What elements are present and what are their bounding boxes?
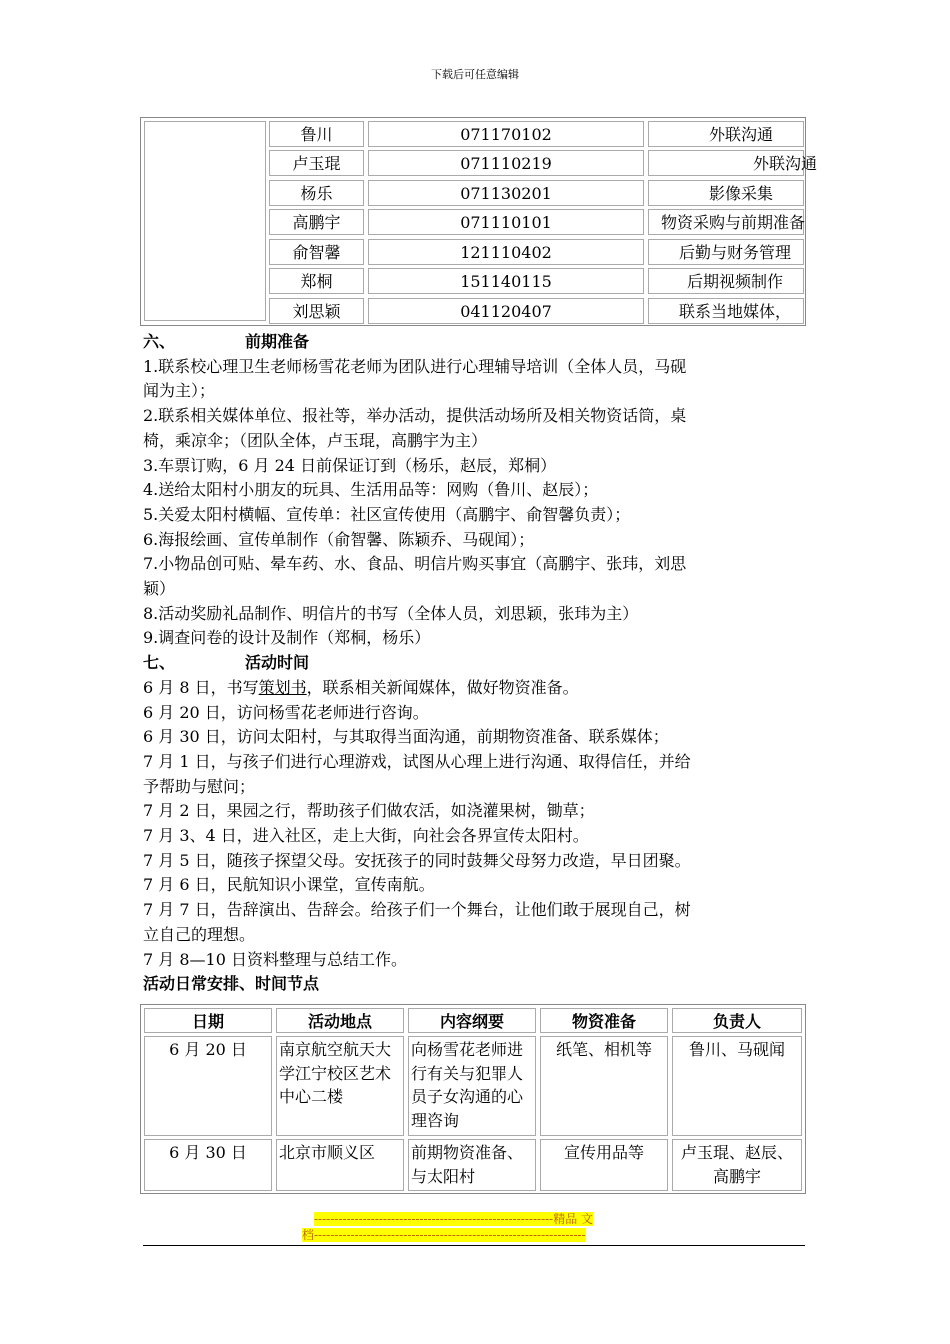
schedule-person: 鲁川、马砚闻	[672, 1036, 802, 1136]
footer-watermark	[302, 1211, 648, 1243]
list-item: 7.小物品创可贴、晕车药、水、食品、明信片购买事宜（高鹏宇、张玮，刘思	[143, 554, 687, 574]
list-item: 7 月 1 日，与孩子们进行心理游戏，试图从心理上进行沟通、取得信任，并给	[143, 751, 691, 771]
member-id: 121110402	[368, 239, 644, 265]
member-role: 后勤与财务管理	[679, 243, 792, 262]
member-role: 影像采集	[709, 184, 774, 203]
list-item: 椅，乘凉伞；（团队全体，卢玉琨，高鹏宇为主）	[143, 430, 488, 450]
list-item: 8.活动奖励礼品制作、明信片的书写（全体人员，刘思颖，张玮为主）	[143, 603, 639, 623]
member-role-cell	[648, 150, 818, 176]
list-item: 7 月 2 日，果园之行，帮助孩子们做农活，如浇灌果树，锄草；	[143, 801, 595, 821]
member-id: 151140115	[368, 268, 644, 294]
member-name: 鲁川	[269, 121, 364, 147]
schedule-place: 南京航空航天大学江宁校区艺术中心二楼	[276, 1036, 404, 1136]
schedule-materials: 宣传用品等	[540, 1139, 668, 1191]
list-item: 7 月 3、4 日，进入社区，走上大街，向社会各界宣传太阳村。	[143, 826, 589, 846]
section-number: 七、	[143, 653, 176, 673]
schedule-content: 前期物资准备、与太阳村	[408, 1139, 536, 1191]
member-role: 外联沟通	[709, 125, 774, 144]
member-table-merged-cell	[144, 121, 266, 321]
schedule-person: 卢玉琨、赵辰、高鹏宇	[672, 1139, 802, 1191]
list-item: 1.联系校心理卫生老师杨雪花老师为团队进行心理辅导培训（全体人员，马砚	[143, 356, 687, 376]
footer-line: 档-------------------------------------------------------------------	[302, 1228, 586, 1242]
schedule-title: 活动日常安排、时间节点	[143, 974, 320, 994]
list-item: 颖）	[143, 579, 176, 599]
member-role: 外联沟通	[753, 154, 818, 173]
member-name: 高鹏宇	[269, 209, 364, 235]
schedule-place: 北京市顺义区	[276, 1139, 404, 1191]
section-heading	[143, 651, 803, 676]
member-id: 071130201	[368, 180, 644, 206]
table-row	[269, 121, 804, 149]
table-row	[269, 298, 804, 326]
member-role-cell	[648, 180, 804, 206]
column-header: 内容纲要	[408, 1008, 536, 1033]
list-item: 闻为主）；	[143, 381, 216, 401]
member-id: 071110101	[368, 209, 644, 235]
list-item: 6.海报绘画、宣传单制作（俞智馨、陈颖乔、马砚闻）；	[143, 529, 535, 549]
list-item: 6 月 20 日，访问杨雪花老师进行咨询。	[143, 702, 429, 722]
member-name: 杨乐	[269, 180, 364, 206]
section-title: 前期准备	[245, 332, 310, 351]
member-role-cell	[648, 239, 804, 265]
list-item: 予帮助与慰问；	[143, 776, 256, 796]
section-prep	[143, 330, 803, 997]
list-item: 9.调查问卷的设计及制作（郑桐，杨乐）	[143, 628, 431, 648]
plan-link[interactable]: 策划书	[258, 677, 307, 697]
member-role: 后期视频制作	[687, 272, 784, 291]
list-item: 7 月 5 日，随孩子探望父母。安抚孩子的同时鼓舞父母努力改造，早日团聚。	[143, 850, 691, 870]
table-row	[269, 209, 804, 237]
list-item: 3.车票订购，6 月 24 日前保证订到（杨乐，赵辰，郑桐）	[143, 455, 557, 475]
member-role: 物资采购与前期准备	[661, 213, 806, 232]
column-header: 负责人	[672, 1008, 802, 1033]
page-header-note: 下载后可任意编辑	[431, 68, 519, 81]
schedule-table	[140, 1004, 806, 1194]
list-item: 5.关爱太阳村横幅、宣传单：社区宣传使用（高鹏宇、俞智馨负责）；	[143, 504, 631, 524]
member-name: 刘思颖	[269, 298, 364, 324]
table-row	[269, 150, 818, 178]
table-row	[269, 239, 804, 267]
list-item	[143, 676, 803, 701]
member-name: 俞智馨	[269, 239, 364, 265]
table-row	[269, 180, 804, 208]
member-role-cell	[648, 298, 804, 324]
list-item: 2.联系相关媒体单位、报社等，举办活动，提供活动场所及相关物资话筒，桌	[143, 406, 687, 426]
list-item: 4.送给太阳村小朋友的玩具、生活用品等：网购（鲁川、赵辰）；	[143, 480, 599, 500]
list-item: 7 月 7 日，告辞演出、告辞会。给孩子们一个舞台，让他们敢于展现自己，树	[143, 900, 691, 920]
member-id: 041120407	[368, 298, 644, 324]
member-id: 071170102	[368, 121, 644, 147]
member-id: 071110219	[368, 150, 644, 176]
footer-divider	[143, 1245, 805, 1246]
schedule-materials: 纸笔、相机等	[540, 1036, 668, 1136]
schedule-date: 6 月 30 日	[144, 1139, 272, 1191]
list-item: 7 月 8—10 日资料整理与总结工作。	[143, 949, 407, 969]
member-table	[140, 117, 818, 326]
section-heading	[143, 330, 803, 355]
column-header: 活动地点	[276, 1008, 404, 1033]
member-role-cell	[648, 209, 804, 235]
list-item: 立自己的理想。	[143, 924, 256, 944]
list-item: 7 月 6 日，民航知识小课堂，宣传南航。	[143, 875, 435, 895]
section-number: 六、	[143, 332, 176, 351]
member-name: 卢玉琨	[269, 150, 364, 176]
text-span: 6 月 8 日，书写	[143, 677, 259, 697]
column-header: 日期	[144, 1008, 272, 1033]
member-role-cell	[648, 121, 804, 147]
member-name: 郑桐	[269, 268, 364, 294]
table-row	[269, 268, 804, 296]
list-item: 6 月 30 日，访问太阳村，与其取得当面沟通，前期物资准备、联系媒体；	[143, 727, 669, 747]
member-role: 联系当地媒体，	[679, 302, 792, 321]
member-role-cell	[648, 268, 804, 294]
schedule-date: 6 月 20 日	[144, 1036, 272, 1136]
footer-line: -----------------------------------------------------------精品 文	[314, 1212, 594, 1226]
schedule-content: 向杨雪花老师进行有关与犯罪人员子女沟通的心理咨询	[408, 1036, 536, 1136]
text-span: ，联系相关新闻媒体，做好物资准备。	[306, 677, 579, 697]
section-title: 活动时间	[245, 653, 310, 673]
column-header: 物资准备	[540, 1008, 668, 1033]
